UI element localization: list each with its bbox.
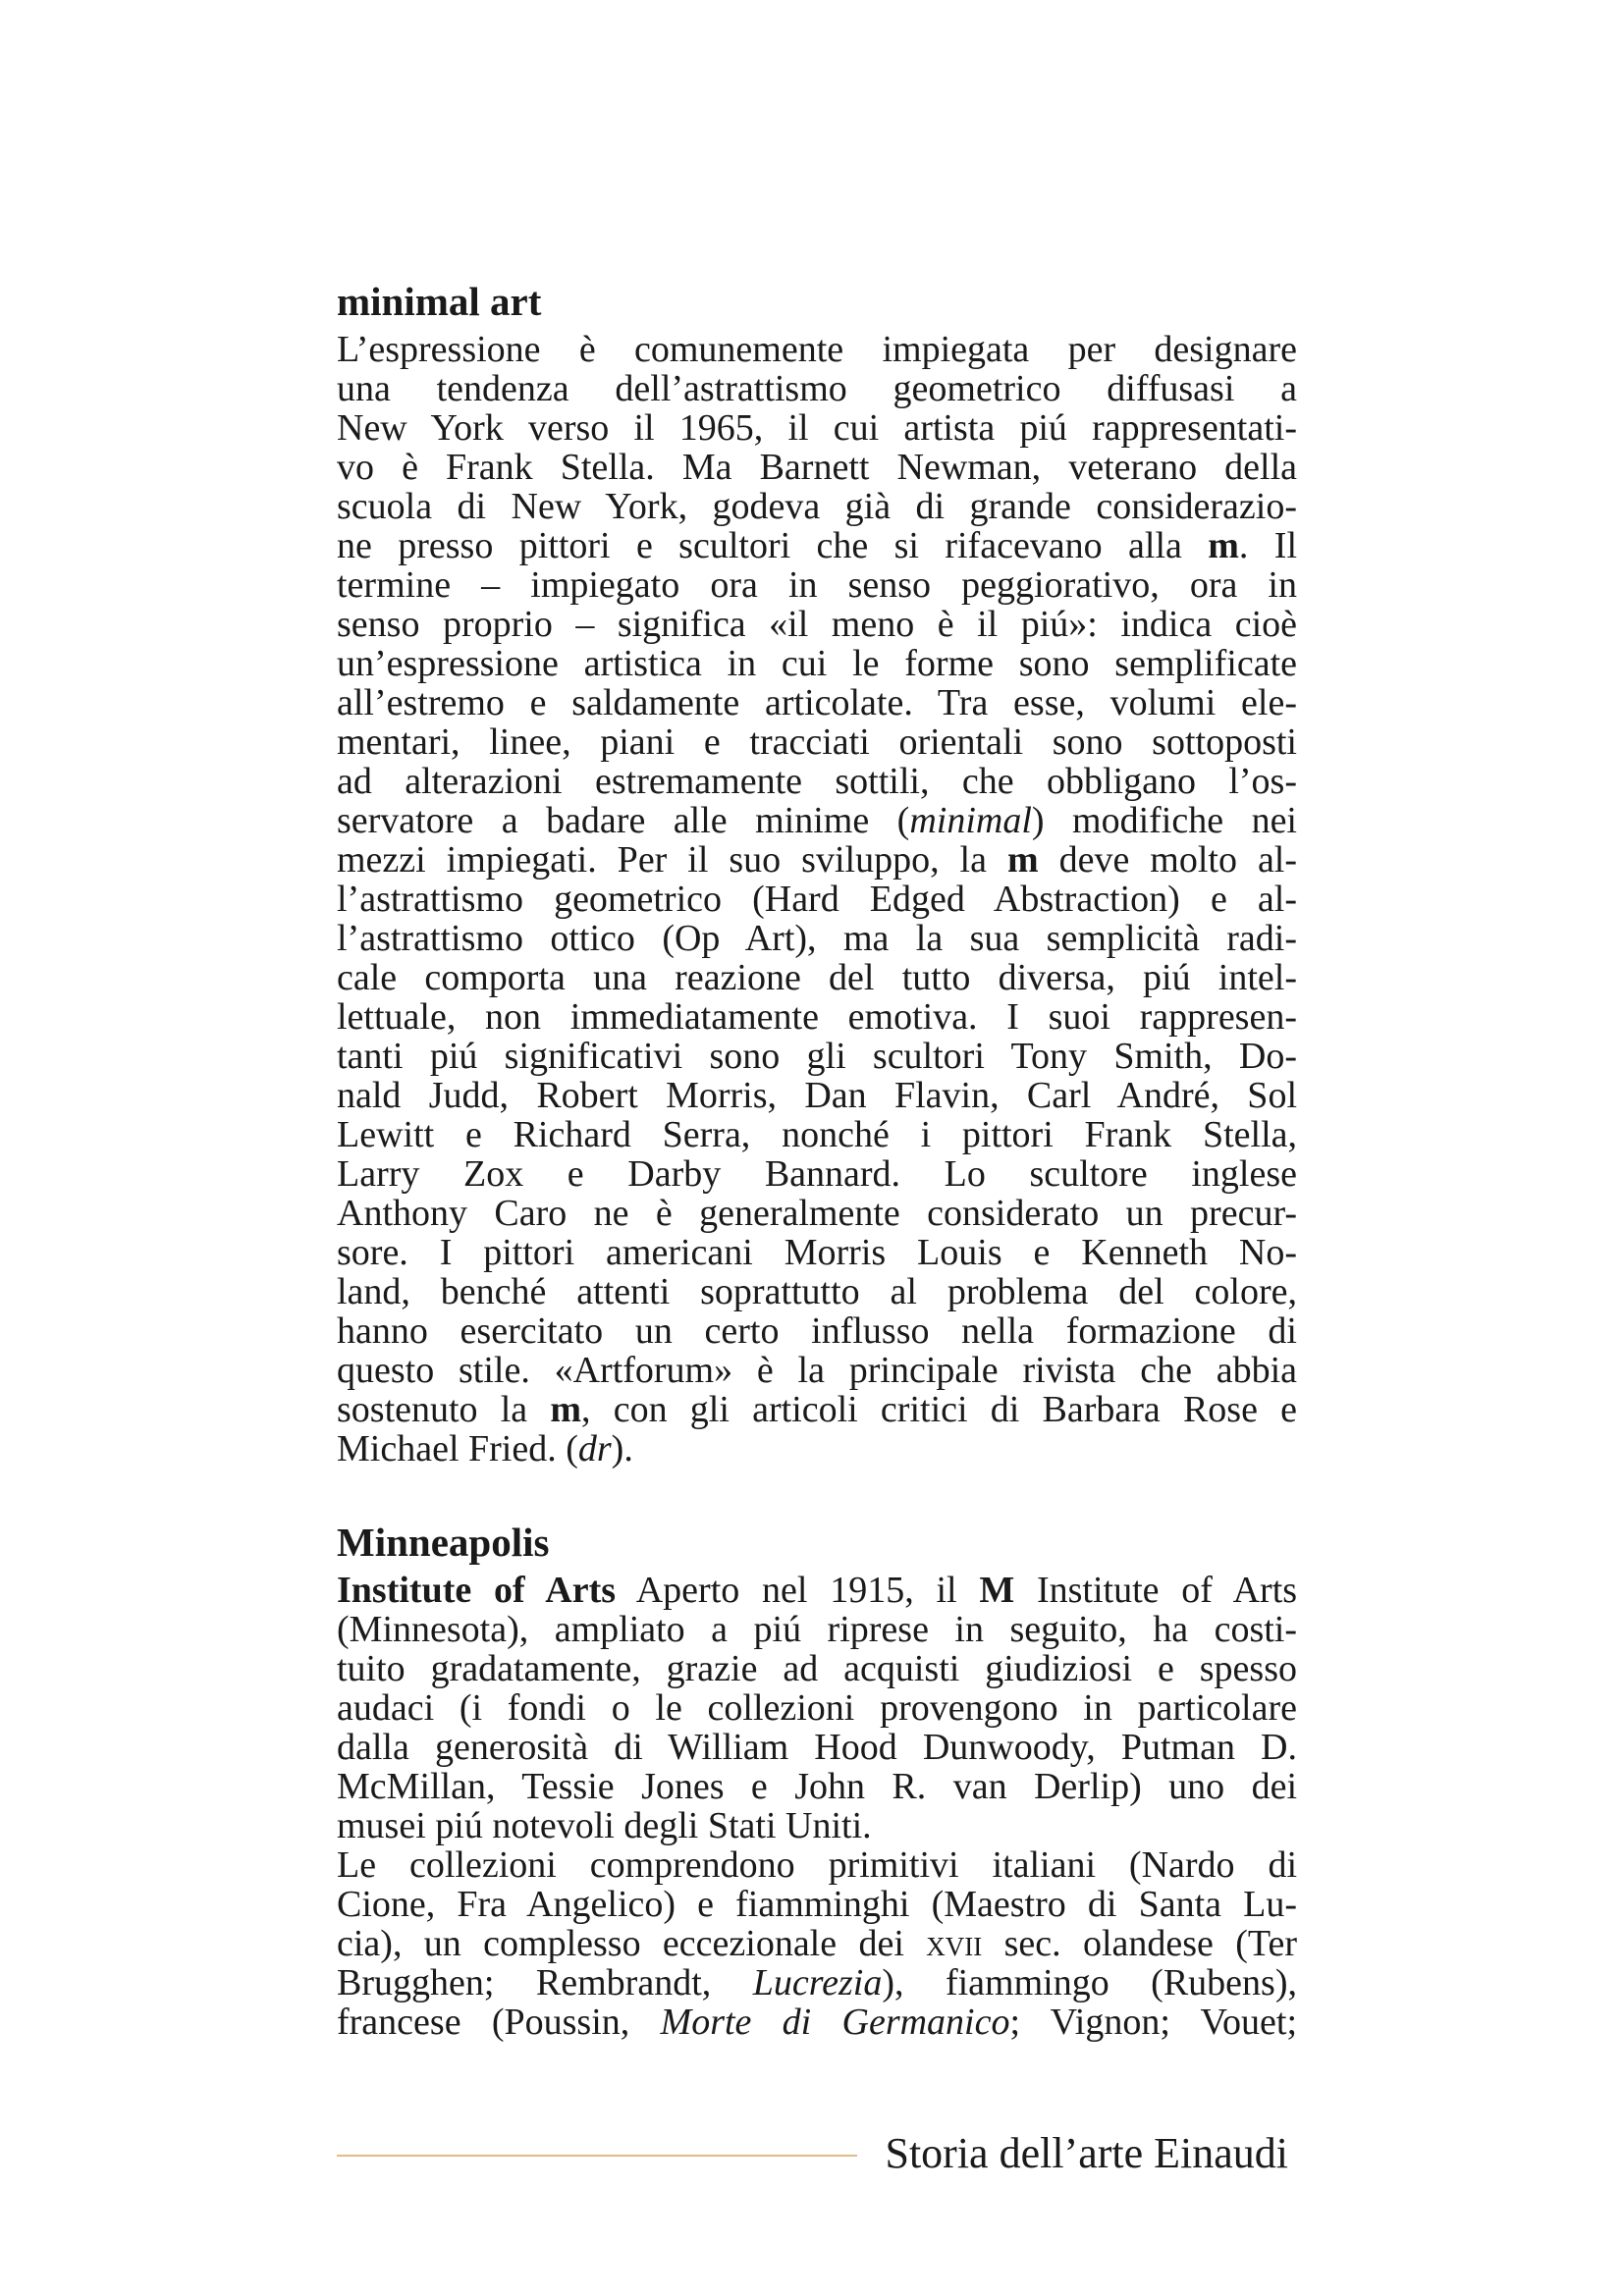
entry-abbrev: m [1006, 839, 1039, 881]
body-line: nald Judd, Robert Morris, Dan Flavin, Carl André, Sol [337, 1075, 1297, 1116]
body-line: cia), un complesso eccezionale dei xvii sec. olandese (Ter [337, 1923, 1297, 1964]
entry-title: minimal art [337, 279, 542, 324]
body-line: termine – impiegato ora in senso peggiorativo, ora in [337, 564, 1297, 606]
body-line: tuito gradatamente, grazie ad acquisti giudiziosi e spesso [337, 1648, 1297, 1689]
body-line: l’astrattismo ottico (Op Art), ma la sua semplicità radi- [337, 918, 1297, 959]
body-line: Larry Zox e Darby Bannard. Lo scultore inglese [337, 1153, 1297, 1195]
body-line: Cione, Fra Angelico) e fiamminghi (Maestro di Santa Lu- [337, 1884, 1297, 1925]
body-line: land, benché attenti soprattutto al problema del colore, [337, 1271, 1297, 1312]
entry-title: Minneapolis [337, 1520, 550, 1565]
body-line: dalla generosità di William Hood Dunwoody, Putman D. [337, 1727, 1297, 1768]
entry-body [337, 1571, 1297, 2042]
footer-rule [337, 2155, 857, 2157]
body-line: questo stile. «Artforum» è la principale rivista che abbia [337, 1350, 1297, 1391]
century-numeral: xvii [926, 1923, 983, 1964]
entry-minimal-art [337, 277, 1297, 1468]
body-line: ad alterazioni estremamente sottili, che obbligano l’os- [337, 761, 1297, 802]
body-line: tanti piú significativi sono gli scultori Tony Smith, Do- [337, 1036, 1297, 1077]
body-line: Lewitt e Richard Serra, nonché i pittori Frank Stella, [337, 1114, 1297, 1155]
body-line: mentari, linee, piani e tracciati orientali sono sottoposti [337, 721, 1297, 763]
entry-body [337, 330, 1297, 1468]
body-line: ne presso pittori e scultori che si rifacevano alla m. Il [337, 525, 1298, 566]
body-line: sore. I pittori americani Morris Louis e Kenneth No- [337, 1232, 1297, 1273]
body-line: Anthony Caro ne è generalmente considerato un precur- [337, 1193, 1297, 1234]
body-line: (Minnesota), ampliato a piú riprese in seguito, ha costi- [337, 1609, 1297, 1650]
body-line: mezzi impiegati. Per il suo sviluppo, la m deve molto al- [337, 839, 1298, 881]
body-line: Michael Fried. (dr). [337, 1428, 633, 1469]
subentry-title: Institute of Arts [337, 1570, 617, 1611]
body-line: all’estremo e saldamente articolate. Tra esse, volumi ele- [337, 682, 1297, 723]
body-line: Institute of Arts Aperto nel 1915, il M Institute of Arts [337, 1570, 1298, 1611]
entry-minneapolis [337, 1518, 1297, 2042]
footer-publisher: Storia dell’arte Einaudi [885, 2129, 1288, 2177]
body-line: vo è Frank Stella. Ma Barnett Newman, veterano della [337, 447, 1297, 488]
body-line: musei piú notevoli degli Stati Uniti. [337, 1805, 872, 1846]
body-line: cale comporta una reazione del tutto diversa, piú intel- [337, 957, 1297, 998]
artwork-title: Morte di Germanico [660, 2002, 1010, 2043]
entry-abbrev: m [550, 1389, 582, 1430]
body-line: Le collezioni comprendono primitivi italiani (Nardo di [337, 1844, 1297, 1886]
body-line: Brugghen; Rembrandt, Lucrezia), fiammingo (Rubens), [337, 1962, 1297, 2003]
body-line: senso proprio – significa «il meno è il piú»: indica cioè [337, 604, 1297, 645]
italic-term: minimal [909, 800, 1032, 841]
entry-abbrev: m [1208, 525, 1239, 566]
body-line: L’espressione è comunemente impiegata per designare [337, 329, 1297, 370]
body-line: lettuale, non immediatamente emotiva. I suoi rappresen- [337, 996, 1297, 1038]
entry-abbrev: M [979, 1570, 1015, 1611]
body-line: una tendenza dell’astrattismo geometrico diffusasi a [337, 368, 1297, 409]
body-line: audaci (i fondi o le collezioni provengono in particolare [337, 1687, 1297, 1729]
body-line: scuola di New York, godeva già di grande considerazio- [337, 486, 1297, 527]
body-line: sostenuto la m, con gli articoli critici di Barbara Rose e [337, 1389, 1298, 1430]
body-line: New York verso il 1965, il cui artista piú rappresentati- [337, 407, 1297, 449]
body-line: francese (Poussin, Morte di Germanico; Vignon; Vouet; [337, 2002, 1298, 2043]
artwork-title: Lucrezia [752, 1962, 883, 2003]
body-line: un’espressione artistica in cui le forme sono semplificate [337, 643, 1297, 684]
author-initials: dr [577, 1428, 612, 1469]
body-line: McMillan, Tessie Jones e John R. van Derlip) uno dei [337, 1766, 1297, 1807]
body-line: servatore a badare alle minime (minimal) modifiche nei [337, 800, 1297, 841]
body-line: l’astrattismo geometrico (Hard Edged Abstraction) e al- [337, 879, 1297, 920]
body-line: hanno esercitato un certo influsso nella formazione di [337, 1310, 1297, 1352]
